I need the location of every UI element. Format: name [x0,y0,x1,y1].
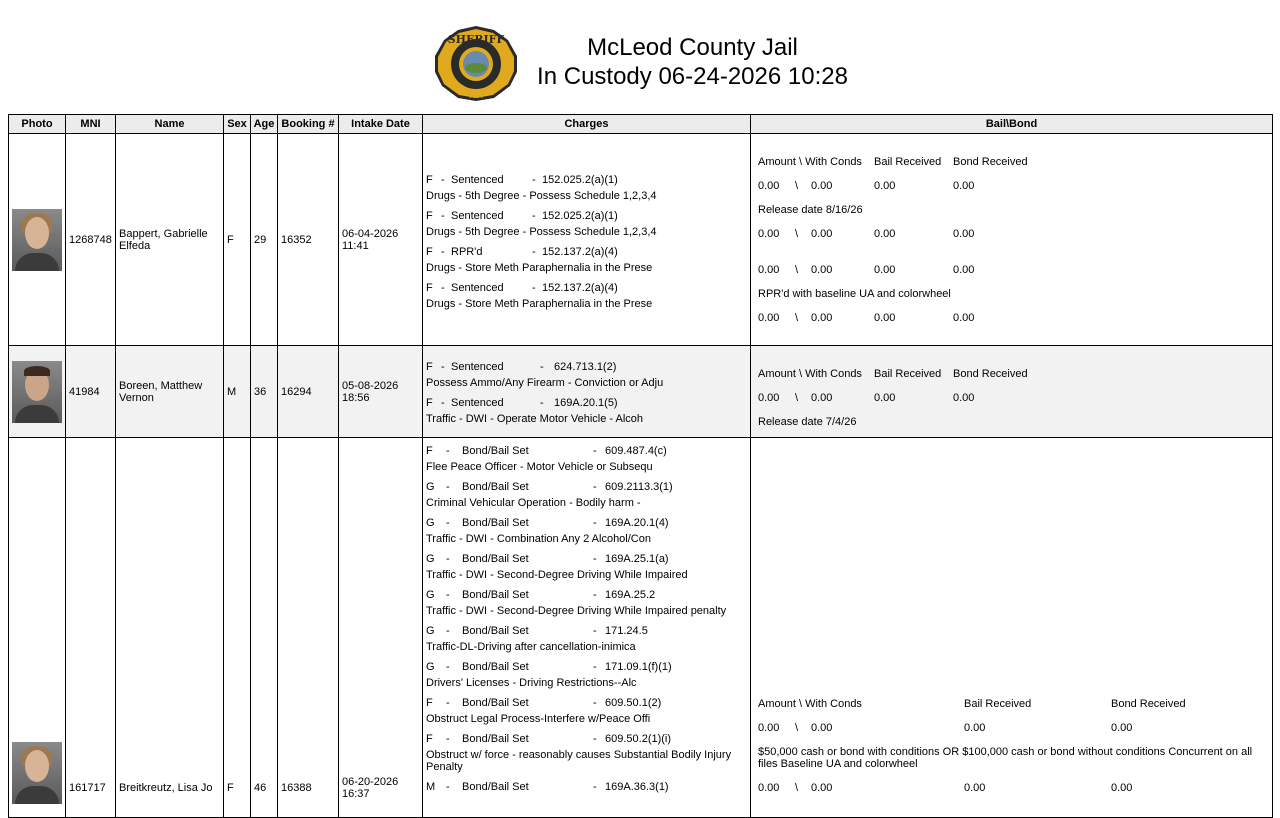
bail-values: 0.00 \ 0.00 0.00 0.00 [758,782,1133,794]
inmate-photo[interactable] [12,742,62,804]
booking-cell: 16388 [278,438,339,818]
bail-values: 0.00 \ 0.00 0.00 0.00 [758,392,975,404]
charges-cell [423,346,751,438]
age-cell: 29 [251,134,278,346]
intake-cell: 06-04-2026 11:41 [339,134,423,346]
bail-labels: Amount \ With Conds Bail Received Bond Received [758,368,1028,380]
page-header [0,0,1280,112]
mni-cell: 161717 [66,438,116,818]
col-header-charges[interactable]: Charges [423,115,751,134]
custody-timestamp: In Custody 06-24-2026 10:28 [537,63,848,90]
inmate-table [8,114,1273,818]
inmate-photo[interactable] [12,361,62,423]
bail-values: 0.00 \ 0.00 0.00 0.00 [758,312,975,324]
col-header-name[interactable]: Name [116,115,224,134]
charge-item: F - Sentenced - 152.137.2(a)(4) Drugs - Store Meth Paraphernalia in the Prese [426,281,653,310]
bail-values: 0.00 \ 0.00 0.00 0.00 [758,722,1133,734]
booking-cell: 16294 [278,346,339,438]
sex-cell: F [224,438,251,818]
mni-cell: 1268748 [66,134,116,346]
col-header-sex[interactable]: Sex [224,115,251,134]
sheriff-badge-logo [432,24,520,102]
bail-note: Release date 8/16/26 [758,204,863,216]
bail-cell [751,346,1273,438]
charge-item: F - Sentenced - 152.025.2(a)(1) Drugs - 5th Degree - Possess Schedule 1,2,3,4 [426,173,657,202]
charge-item: G - Bond/Bail Set - 171.09.1(f)(1) Drivers' Licenses - Driving Restrictions--Alc [426,661,672,689]
charge-item: G - Bond/Bail Set - 169A.25.2 Traffic - DWI - Second-Degree Driving While Impaired penalty [426,589,727,617]
bail-values: 0.00 \ 0.00 0.00 0.00 [758,180,975,192]
charge-item: G - Bond/Bail Set - 609.2113.3(1) Criminal Vehicular Operation - Bodily harm - [426,481,673,509]
col-header-mni[interactable]: MNI [66,115,116,134]
bail-cell [751,134,1273,346]
col-header-bail[interactable]: Bail\Bond [751,115,1273,134]
charge-item: F - Bond/Bail Set - 609.50.1(2) Obstruct Legal Process-Interfere w/Peace Offi [426,697,662,725]
bail-note: $50,000 cash or bond with conditions OR $100,000 cash or bond without conditions Concurrent on all files Baseline UA and colorwheel [758,746,1253,770]
name-cell: Bappert, Gabrielle Elfeda [116,134,224,346]
charge-item: G - Bond/Bail Set - 169A.20.1(4) Traffic - DWI - Combination Any 2 Alcohol/Con [426,517,669,545]
charge-item: G - Bond/Bail Set - 169A.25.1(a) Traffic - DWI - Second-Degree Driving While Impaired [426,553,688,581]
bail-note: RPR'd with baseline UA and colorwheel [758,288,951,300]
sex-cell: M [224,346,251,438]
svg-text:1856: 1856 [468,93,484,100]
table-header-row [9,115,1273,134]
bail-note: Release date 7/4/26 [758,416,857,428]
col-header-intake[interactable]: Intake Date [339,115,423,134]
charge-item: F - Sentenced - 169A.20.1(5) Traffic - DWI - Operate Motor Vehicle - Alcoh [426,397,644,425]
table-row[interactable] [9,438,1273,818]
charge-item: F - Sentenced - 624.713.1(2) Possess Ammo/Any Firearm - Conviction or Adju [426,361,664,389]
intake-cell: 06-20-2026 16:37 [339,438,423,818]
name-cell: Boreen, Matthew Vernon [116,346,224,438]
bail-values: 0.00 \ 0.00 0.00 0.00 [758,264,975,276]
mni-cell: 41984 [66,346,116,438]
photo-cell [9,346,66,438]
bail-labels: Amount \ With Conds Bail Received Bond Received [758,156,1028,168]
table-row[interactable] [9,134,1273,346]
charge-item: M - Bond/Bail Set - 169A.36.3(1) [426,781,669,793]
intake-cell: 05-08-2026 18:56 [339,346,423,438]
photo-cell [9,134,66,346]
photo-cell [9,438,66,818]
charge-item: F - Bond/Bail Set - 609.487.4(c) Flee Peace Officer - Motor Vehicle or Subsequ [426,445,667,473]
name-cell: Breitkreutz, Lisa Jo [116,438,224,818]
sex-cell: F [224,134,251,346]
col-header-booking[interactable]: Booking # [278,115,339,134]
bail-cell [751,438,1273,818]
age-cell: 46 [251,438,278,818]
bail-values: 0.00 \ 0.00 0.00 0.00 [758,228,975,240]
svg-text:SHERIFF: SHERIFF [447,33,505,46]
table-row[interactable] [9,346,1273,438]
col-header-photo[interactable]: Photo [9,115,66,134]
col-header-age[interactable]: Age [251,115,278,134]
charges-cell [423,438,751,818]
charge-item: F - RPR'd - 152.137.2(a)(4) Drugs - Store Meth Paraphernalia in the Prese [426,245,653,274]
charges-cell [423,134,751,346]
charge-item: F - Sentenced - 152.025.2(a)(1) Drugs - 5th Degree - Possess Schedule 1,2,3,4 [426,209,657,238]
charge-item: F - Bond/Bail Set - 609.50.2(1)(i) Obstruct w/ force - reasonably causes Substantial Bodily Injury Penalty [426,733,732,773]
jail-title: McLeod County Jail [587,34,798,61]
age-cell: 36 [251,346,278,438]
inmate-photo[interactable] [12,209,62,271]
booking-cell: 16352 [278,134,339,346]
bail-labels: Amount \ With Conds Bail Received Bond Received [758,698,1186,710]
charge-item: G - Bond/Bail Set - 171.24.5 Traffic-DL-Driving after cancellation-inimica [426,625,648,653]
